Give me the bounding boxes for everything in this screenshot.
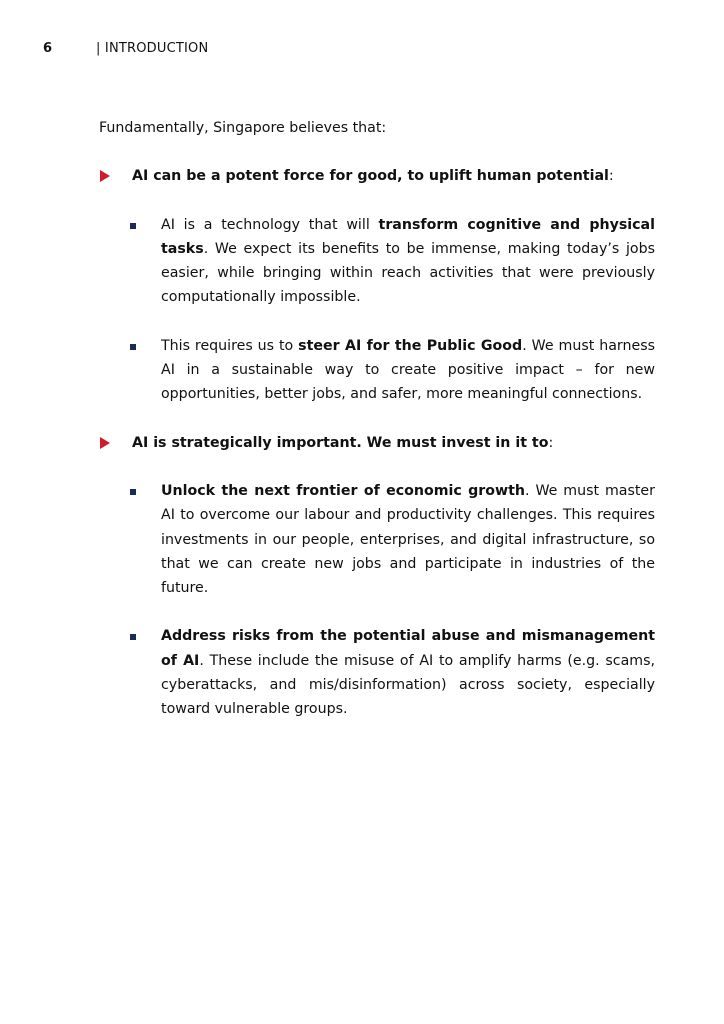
square-bullet-icon [130, 489, 136, 495]
emphasis: transform cognitive and physical tasks [161, 216, 655, 257]
red-arrow-bullet-icon [100, 170, 110, 182]
list-item: Address risks from the potential abuse and mismanagement of AI. These include the misuse of AI to amplify harms (e.g. scams, cyberattacks, and mis/disinformation) across society, especially toward vulnerable groups. [99, 624, 655, 721]
sub-list-2 [99, 479, 655, 722]
list-item: This requires us to steer AI for the Public Good. We must harness AI in a sustainable way to create positive impact – for new opportunities, better jobs, and safer, more meaningful connections. [99, 334, 655, 407]
red-arrow-bullet-icon [100, 437, 110, 449]
page-header [0, 41, 724, 61]
sub-list-1 [99, 213, 655, 407]
section-label: | INTRODUCTION [96, 41, 209, 56]
main-point-2: AI is strategically important. We must invest in it to: [99, 431, 655, 455]
intro-text: Fundamentally, Singapore believes that: [99, 120, 387, 136]
emphasis: Address risks from the potential abuse and mismanagement of AI [161, 628, 655, 669]
page-number: 6 [43, 41, 53, 56]
body-content [99, 116, 655, 746]
emphasis: Unlock the next frontier of economic growth [161, 482, 526, 499]
emphasis: steer AI for the Public Good [298, 337, 523, 354]
list-item: Unlock the next frontier of economic growth. We must master AI to overcome our labour and productivity challenges. This requires investments in our people, enterprises, and digital infrastructure, so that we can create new jobs and participate in industries of the future. [99, 479, 655, 600]
square-bullet-icon [130, 344, 136, 350]
square-bullet-icon [130, 634, 136, 640]
main-point-heading: AI is strategically important. We must invest in it to [132, 434, 549, 451]
square-bullet-icon [130, 223, 136, 229]
main-point-heading: AI can be a potent force for good, to uplift human potential [132, 168, 609, 185]
list-item: AI is a technology that will transform cognitive and physical tasks. We expect its benefits to be immense, making today’s jobs easier, while bringing within reach activities that were previously computationally impossible. [99, 213, 655, 310]
main-point-1: AI can be a potent force for good, to uplift human potential: [99, 164, 655, 188]
